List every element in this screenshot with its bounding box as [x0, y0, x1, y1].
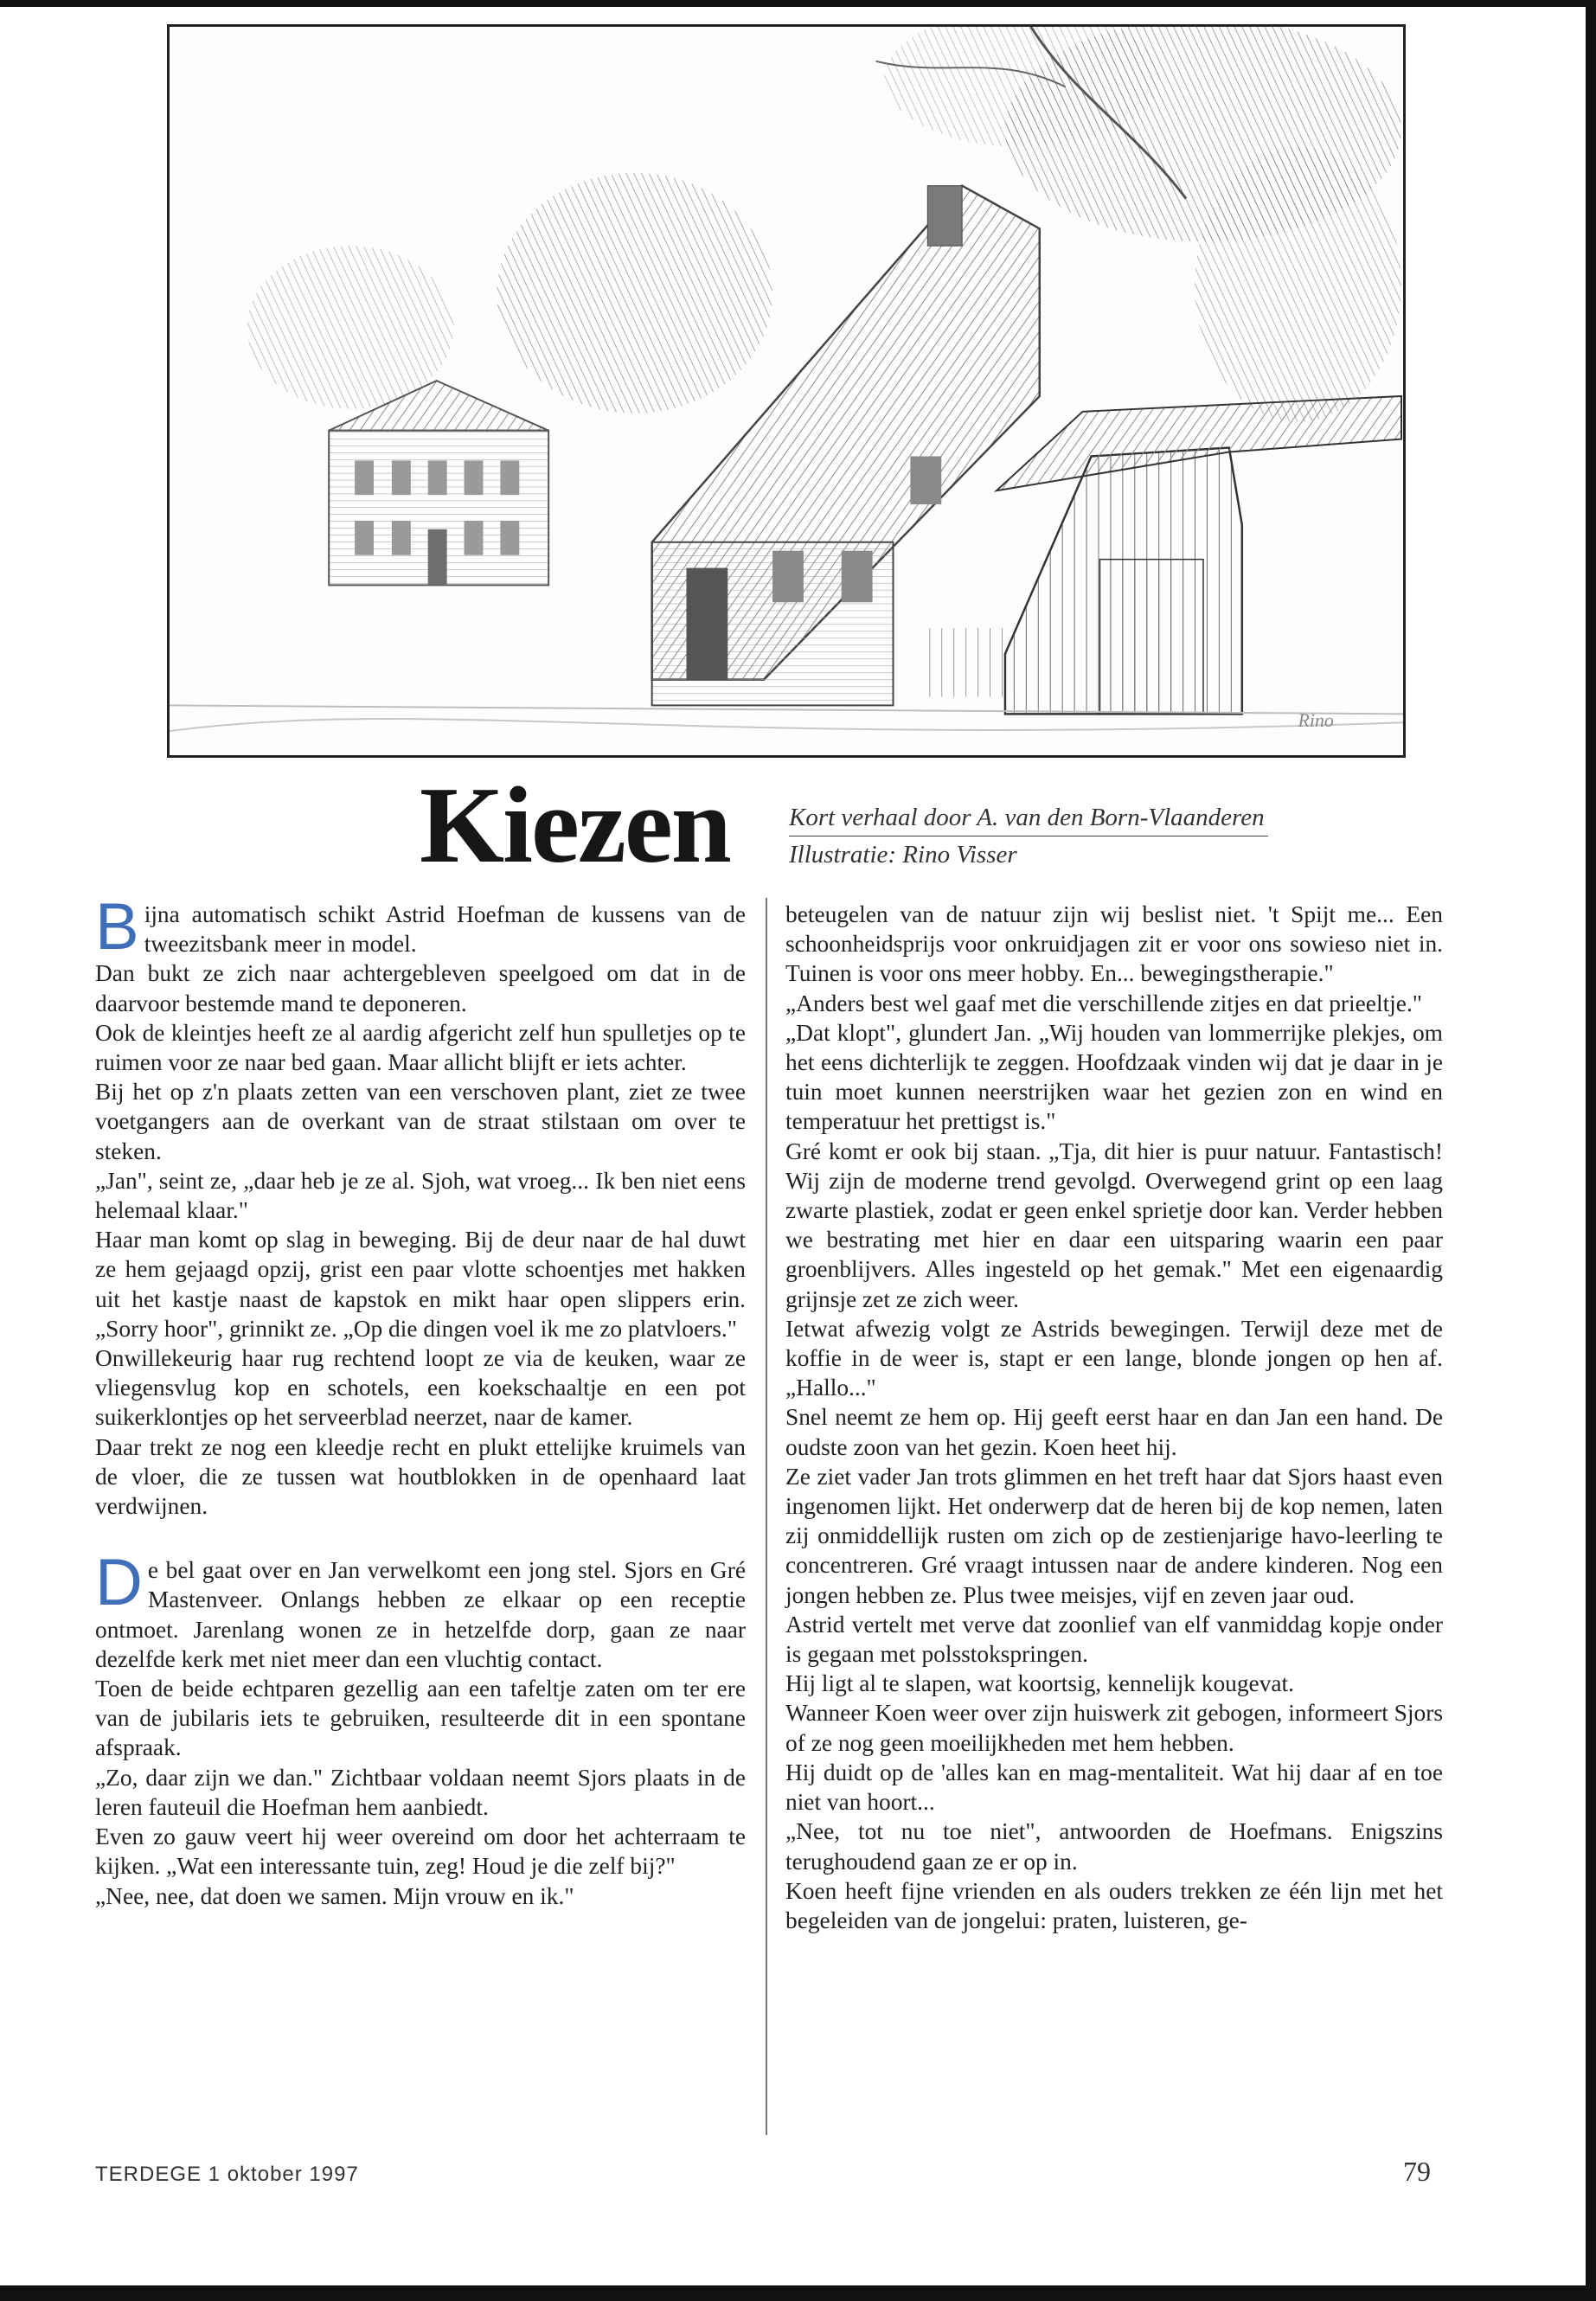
paragraph: Snel neemt ze hem op. Hij geeft eerst haar en dan Jan een hand. De oudste zoon van het gezin. Koen heet hij. — [785, 1404, 1443, 1460]
publication-footer: TERDEGE 1 oktober 1997 — [95, 2163, 359, 2186]
credit-author: Kort verhaal door A. van den Born-Vlaanderen — [789, 799, 1268, 836]
credit-illustration: Illustratie: Rino Visser — [789, 841, 1017, 868]
illustration-signature: Rino — [1298, 710, 1334, 732]
paragraph: Koen heeft fijne vrienden en als ouders trekken ze één lijn met het begeleiden van de jongelui: praten, luisteren, ge- — [785, 1877, 1443, 1933]
story-credits — [789, 799, 1343, 873]
paragraph: „Zo, daar zijn we dan." Zichtbaar voldaan neemt Sjors plaats in de leren fauteuil die Hoefman hem aanbiedt. — [95, 1764, 746, 1820]
page-edge-right — [1586, 0, 1596, 2301]
paragraph: Wanneer Koen weer over zijn huiswerk zit gebogen, informeert Sjors of ze nog geen moeilijkheden met hem hebben. — [785, 1700, 1443, 1756]
paragraph — [95, 890, 746, 964]
drop-cap: B — [95, 890, 139, 964]
drop-cap: D — [95, 1546, 143, 1620]
right-column — [785, 900, 1443, 1935]
paragraph: Onwillekeurig haar rug rechtend loopt ze via de keuken, waar ze vliegensvlug kop en schotels, een koekschaaltje en een pot suikerklontjes op het serveerblad neerzet, naar de kamer. — [95, 1345, 746, 1431]
paragraph: Even zo gauw veert hij weer overeind om door het achterraam te kijken. „Wat een interessante tuin, zeg! Houd je die zelf bij?" — [95, 1823, 746, 1880]
paragraph: „Nee, nee, dat doen we samen. Mijn vrouw en ik." — [95, 1882, 574, 1909]
page-number: 79 — [1403, 2156, 1431, 2187]
paragraph: Dan bukt ze zich naar achtergebleven speelgoed om dat in de daarvoor bestemde mand te deponeren. — [95, 960, 746, 1016]
illustration-estate-drawing — [167, 24, 1406, 758]
paragraph: Ze ziet vader Jan trots glimmen en het treft haar dat Sjors haast even ingenomen lijkt. Het onderwerp dat de heren bij de kop nemen, laten zij onmiddellijk rusten om zich op de zestienjarige havo-leerling te concentreren. Gré vraagt intussen naar de andere kinderen. Nog een jongen hebben ze. Plus twee meisjes, vijf en zeven jaar oud. — [785, 1463, 1443, 1608]
story-title: Kiezen — [420, 766, 730, 886]
paragraph: Ietwat afwezig volgt ze Astrids bewegingen. Terwijl deze met de koffie in de weer is, stapt er een lange, blonde jongen op hen af. „Hallo..." — [785, 1315, 1443, 1401]
paragraph: beteugelen van de natuur zijn wij beslist niet. 't Spijt me... Een schoonheidsprijs voor onkruidjagen zit er voor ons sowieso niet in. Tuinen is voor ons meer hobby. En... bewegingstherapie." — [785, 901, 1443, 987]
paragraph: Ook de kleintjes heeft ze al aardig afgericht zelf hun spulletjes op te ruimen voor ze naar bed gaan. Maar allicht blijft er iets achter. — [95, 1019, 746, 1076]
paragraph: Hij duidt op de 'alles kan en mag-mentaliteit. Wat hij daar af en toe niet van hoort... — [785, 1759, 1443, 1816]
paragraph: Astrid vertelt met verve dat zoonlief van elf vanmiddag kopje onder is gegaan met polsstokspringen. — [785, 1611, 1443, 1668]
paragraph — [95, 1546, 746, 1674]
paragraph: Gré komt er ook bij staan. „Tja, dit hier is puur natuur. Fantastisch! Wij zijn de moderne trend gevolgd. Overwegend grint op een laag zwarte plastiek, zodat er geen enkel sprietje door kan. Verder hebben we bestrating met hier en daar een uitsparing waarin een paar groenblijvers. Alles ingesteld op het gemak." Met een eigenaardig grijnsje zet ze zich weer. — [785, 1138, 1443, 1312]
paragraph: Haar man komt op slag in beweging. Bij de deur naar de hal duwt ze hem gejaagd opzij, grist een paar vlotte schoentjes met hakken uit het kastje naast de kapstok en mikt haar open slippers erin. „Sorry hoor", grinnikt ze. „Op die dingen voel ik me zo platvloers." — [95, 1227, 746, 1342]
paragraph-text: ijna automatisch schikt Astrid Hoefman de kussens van de tweezitsbank meer in model. — [144, 901, 746, 958]
paragraph: Toen de beide echtparen gezellig aan een tafeltje zaten om ter ere van de jubilaris iets te gebruiken, resulteerde dit in een spontane afspraak. — [95, 1676, 746, 1761]
left-column — [95, 890, 746, 1911]
paragraph: „Nee, tot nu toe niet", antwoorden de Hoefmans. Enigszins terughoudend gaan ze er op in. — [785, 1818, 1443, 1875]
paragraph: Bij het op z'n plaats zetten van een verschoven plant, ziet ze twee voetgangers aan de overkant van de straat stilstaan om over te steken. — [95, 1079, 746, 1164]
paragraph: „Anders best wel gaaf met die verschillende zitjes en dat prieeltje." — [785, 990, 1422, 1016]
paragraph: Daar trekt ze nog een kleedje recht en plukt ettelijke kruimels van de vloer, die ze tussen wat houtblokken in de openhaard laat verdwijnen. — [95, 1433, 746, 1520]
paragraph: Hij ligt al te slapen, wat koortsig, kennelijk kougevat. — [785, 1670, 1295, 1697]
paragraph: „Jan", seint ze, „daar heb je ze al. Sjoh, wat vroeg... Ik ben niet eens helemaal klaar." — [95, 1167, 746, 1224]
pencil-drawing — [170, 27, 1403, 755]
page-edge-top — [0, 0, 1596, 7]
column-divider — [766, 898, 767, 2135]
page-edge-bottom — [0, 2285, 1596, 2301]
paragraph-text: e bel gaat over en Jan verwelkomt een jong stel. Sjors en Gré Mastenveer. Onlangs hebben ze elkaar op een receptie ontmoet. Jarenlang wonen ze in hetzelfde dorp, gaan ze naar dezelfde kerk met niet meer dan een vluchtig contact. — [95, 1557, 746, 1672]
paragraph: „Dat klopt", glundert Jan. „Wij houden van lommerrijke plekjes, om het eens dichterlijk te zeggen. Hoofdzaak vinden wij dat je daar in je tuin moet kunnen neerstrijken waar het gezien zon en wind en temperatuur het prettigst is." — [785, 1019, 1443, 1135]
